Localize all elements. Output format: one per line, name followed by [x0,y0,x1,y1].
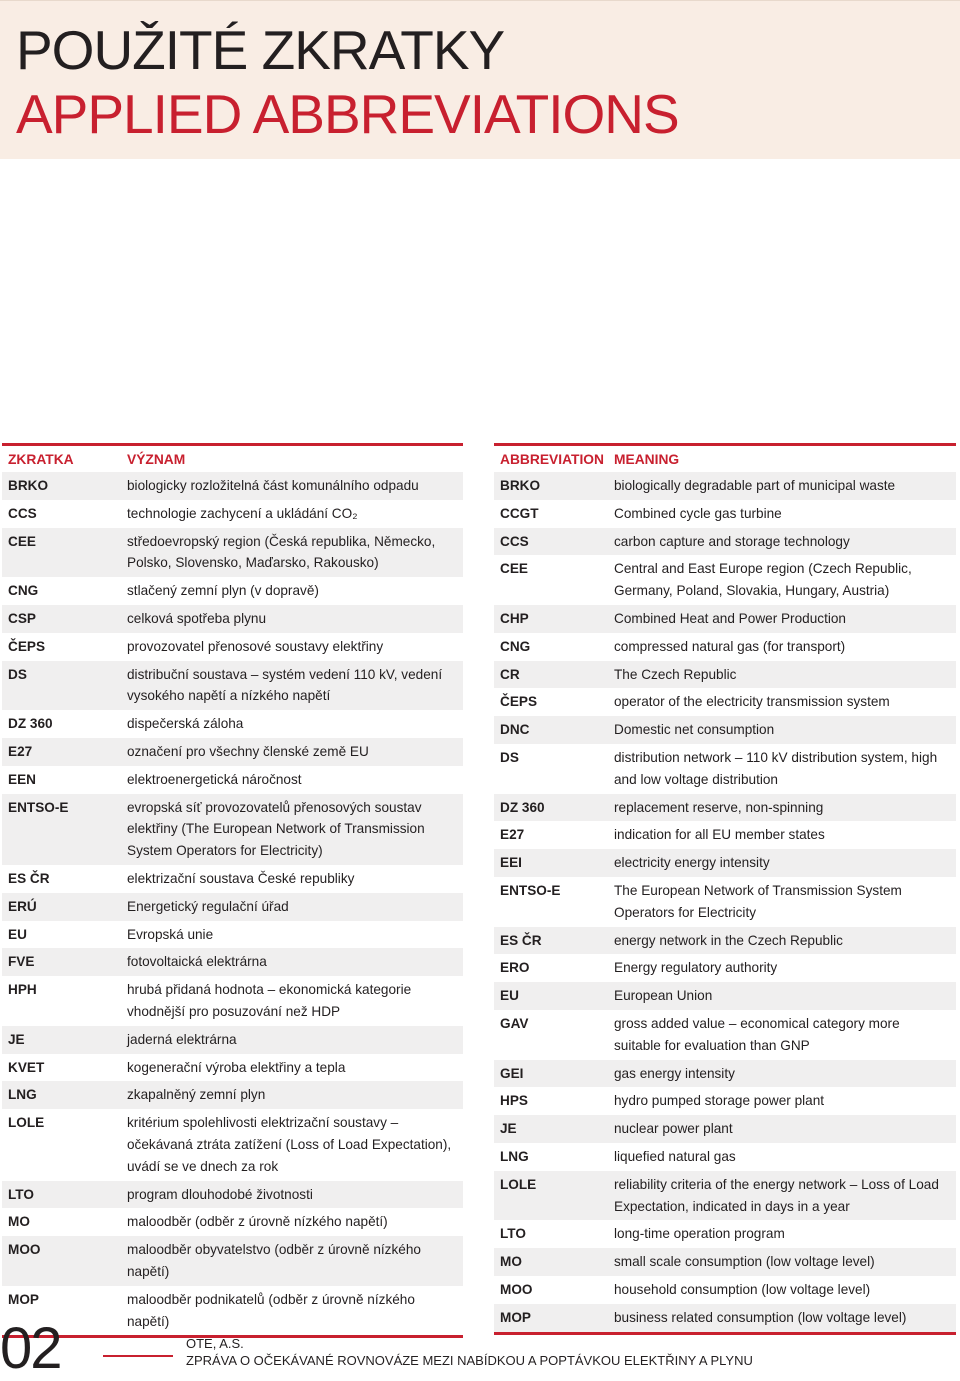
meaning-cell: celková spotřeba plynu [127,610,267,626]
meaning-cell: biologically degradable part of municipal waste [614,478,896,493]
meaning-cell: distribuční soustava – systém vedení 110 kV, vedení vysokého napětí a nízkého napětí [127,666,443,704]
table-row [494,849,956,877]
abbreviation-cell: BRKO [500,478,541,493]
meaning-cell: household consumption (low voltage level) [614,1281,871,1297]
meaning-cell: jaderná elektrárna [127,1031,237,1047]
table-row [494,555,956,605]
table-row [494,1304,956,1332]
abbreviation-cell: DZ 360 [8,716,53,732]
abbreviation-cell: FVE [8,954,35,970]
meaning-cell: energy network in the Czech Republic [614,932,843,948]
meaning-cell: Combined Heat and Power Production [614,610,846,626]
table-row [494,794,956,822]
abbreviation-cell: CR [500,666,520,682]
table-row [494,1060,956,1088]
abbreviation-cell: LOLE [500,1176,537,1192]
table-row [2,1181,463,1209]
footer-report-title: ZPRÁVA O OČEKÁVANÉ ROVNOVÁZE MEZI NABÍDKOU A POPTÁVKOU ELEKTŘINY A PLYNU [186,1353,753,1368]
page-title-czech: POUŽITÉ ZKRATKY [16,19,505,81]
page-title-english: APPLIED ABBREVIATIONS [16,83,679,145]
meaning-cell: gas energy intensity [614,1065,735,1081]
abbreviation-cell: EU [500,988,519,1004]
abbreviation-cell: CHP [500,610,529,626]
table-row [494,716,956,744]
page-number: 02 [0,1316,61,1381]
meaning-cell: indication for all EU member states [614,827,825,843]
meaning-cell: replacement reserve, non-spinning [614,799,824,815]
footer-divider [103,1355,173,1357]
table-row [2,472,463,500]
english-abbreviations-table [494,443,956,1335]
meaning-cell: business related consumption (low voltage level) [614,1309,907,1325]
table-row [494,528,956,556]
meaning-cell: European Union [614,988,713,1004]
meaning-cell: electricity energy intensity [614,855,770,871]
abbreviation-cell: MOP [500,1309,531,1325]
abbreviation-cell: LNG [500,1148,529,1164]
table-row [2,794,463,865]
abbreviation-cell: ES ČR [500,932,542,948]
abbreviation-cell: CCGT [500,505,539,521]
abbreviation-cell: LTO [8,1186,34,1202]
abbreviation-cell: EU [8,926,27,942]
table-row [2,766,463,794]
meaning-cell: gross added value – economical category more suitable for evaluation than GNP [614,1015,900,1053]
abbreviation-cell: MOO [8,1242,41,1258]
abbreviation-cell: CNG [500,638,531,654]
meaning-cell: biologicky rozložitelná část komunálního odpadu [127,478,419,493]
table-row [2,865,463,893]
abbreviation-cell: CNG [8,583,39,599]
table-row [494,1171,956,1221]
meaning-cell: program dlouhodobé životnosti [127,1186,313,1202]
meaning-cell: označení pro všechny členské země EU [127,743,369,759]
table-row [494,633,956,661]
abbreviation-cell: CEE [8,533,36,549]
meaning-cell: zkapalněný zemní plyn [127,1087,266,1103]
column-header-meaning: MEANING [614,451,680,467]
meaning-cell: The Czech Republic [614,666,737,682]
abbreviation-cell: DS [8,666,27,682]
table-row [2,1026,463,1054]
table-row [2,948,463,976]
meaning-cell: The European Network of Transmission System Operators for Electricity [614,882,902,920]
meaning-cell: Central and East Europe region (Czech Republic, Germany, Poland, Slovakia, Hungary, Austria) [614,561,912,599]
meaning-cell: liquefied natural gas [614,1148,736,1164]
table-row [494,500,956,528]
abbreviation-cell: MO [500,1254,522,1270]
abbreviation-cell: JE [500,1121,517,1137]
abbreviation-cell: ERO [500,960,530,976]
meaning-cell: carbon capture and storage technology [614,533,850,549]
meaning-cell: compressed natural gas (for transport) [614,638,846,654]
table-row [2,661,463,711]
abbreviation-cell: ČEPS [500,694,538,710]
abbreviation-cell: LOLE [8,1115,45,1131]
meaning-cell: kritérium spolehlivosti elektrizační soustavy – očekávaná ztráta zatížení (Loss of Load Expectation), uvádí se ve dnech za rok [127,1115,452,1174]
footer-organization: OTE, A.S. [186,1336,244,1351]
abbreviation-cell: ČEPS [8,638,46,654]
abbreviation-cell: MOO [500,1281,533,1297]
table-row [494,1143,956,1171]
table-row [2,738,463,766]
table-row [2,921,463,949]
meaning-cell: dispečerská záloha [127,716,244,732]
meaning-cell: small scale consumption (low voltage level) [614,1254,875,1270]
table-row [2,1054,463,1082]
meaning-cell: maloodběr (odběr z úrovně nízkého napětí) [127,1214,388,1230]
table-row [494,877,956,927]
table-row [494,1010,956,1060]
table-row [2,528,463,578]
table-row [494,821,956,849]
table-row [2,577,463,605]
table-row [2,605,463,633]
abbreviation-cell: DNC [500,722,530,738]
abbreviation-cell: ENTSO-E [500,882,561,898]
table-row [494,927,956,955]
abbreviation-cell: GEI [500,1065,524,1081]
czech-abbreviations-table [2,443,463,1338]
abbreviation-cell: CEE [500,561,528,577]
table-row [494,744,956,794]
abbreviation-cell: DS [500,749,519,765]
abbreviation-cell: KVET [8,1059,45,1075]
meaning-cell: maloodběr podnikatelů (odběr z úrovně nízkého napětí) [127,1291,415,1329]
table-row [2,710,463,738]
table-row [494,661,956,689]
meaning-cell: technologie zachycení a ukládání CO₂ [127,505,358,521]
abbreviation-cell: LTO [500,1226,526,1242]
meaning-cell: long-time operation program [614,1226,785,1242]
meaning-cell: provozovatel přenosové soustavy elektřiny [127,638,384,654]
meaning-cell: středoevropský region (Česká republika, Německo, Polsko, Slovensko, Maďarsko, Rakousko) [127,533,436,571]
table-row [2,976,463,1026]
column-header-abbreviation: ABBREVIATION [500,451,604,467]
table-row [2,893,463,921]
abbreviation-cell: ES ČR [8,870,50,886]
table-row [2,1208,463,1236]
column-header-abbreviation: ZKRATKA [8,451,74,467]
table-body [494,472,956,1332]
table-row [2,1286,463,1336]
meaning-cell: stlačený zemní plyn (v dopravě) [127,583,319,599]
abbreviation-cell: CCS [500,533,529,549]
meaning-cell: Combined cycle gas turbine [614,505,782,521]
table-row [494,472,956,500]
abbreviation-cell: BRKO [8,478,49,493]
table-row [2,1081,463,1109]
meaning-cell: evropská síť provozovatelů přenosových soustav elektřiny (The European Network of Transmission System Operators for Electricity) [127,799,425,859]
meaning-cell: hydro pumped storage power plant [614,1093,825,1109]
meaning-cell: Domestic net consumption [614,722,775,738]
abbreviation-cell: LNG [8,1087,37,1103]
meaning-cell: operator of the electricity transmission system [614,694,890,710]
meaning-cell: distribution network – 110 kV distribution system, high and low voltage distribution [614,749,938,787]
table-row [494,1220,956,1248]
abbreviation-cell: ERÚ [8,898,37,914]
meaning-cell: elektrizační soustava České republiky [127,870,355,886]
abbreviation-cell: EEI [500,855,522,871]
table-body [2,472,463,1335]
abbreviation-cell: E27 [500,827,525,843]
table-header [494,446,956,472]
abbreviation-cell: GAV [500,1015,529,1031]
table-row [494,1276,956,1304]
table-header [2,446,463,472]
table-row [2,1236,463,1286]
abbreviation-cell: MO [8,1214,30,1230]
abbreviation-cell: MOP [8,1291,39,1307]
meaning-cell: Evropská unie [127,926,214,942]
table-row [2,1109,463,1180]
meaning-cell: maloodběr obyvatelstvo (odběr z úrovně nízkého napětí) [127,1242,421,1279]
table-row [2,500,463,528]
meaning-cell: Energetický regulační úřad [127,898,289,914]
abbreviation-cell: HPH [8,982,37,998]
abbreviation-cell: JE [8,1031,25,1047]
meaning-cell: fotovoltaická elektrárna [127,954,267,970]
table-row [2,633,463,661]
meaning-cell: Energy regulatory authority [614,960,778,976]
meaning-cell: elektroenergetická náročnost [127,771,302,787]
table-row [494,688,956,716]
abbreviation-cell: HPS [500,1093,528,1109]
meaning-cell: hrubá přidaná hodnota – ekonomická kategorie vhodnější pro posuzování než HDP [127,982,412,1019]
abbreviation-cell: E27 [8,743,33,759]
table-row [494,1087,956,1115]
abbreviation-cell: DZ 360 [500,799,545,815]
abbreviation-cell: CSP [8,610,36,626]
table-row [494,605,956,633]
abbreviation-cell: ENTSO-E [8,799,69,815]
abbreviation-cell: EEN [8,771,36,787]
abbreviation-cell: CCS [8,505,37,521]
meaning-cell: nuclear power plant [614,1121,733,1137]
table-row [494,982,956,1010]
table-row [494,954,956,982]
meaning-cell: kogenerační výroba elektřiny a tepla [127,1059,346,1075]
table-row [494,1115,956,1143]
table-row [494,1248,956,1276]
column-header-meaning: VÝZNAM [127,451,186,467]
meaning-cell: reliability criteria of the energy network – Loss of Load Expectation, indicated in days in a year [614,1176,939,1214]
